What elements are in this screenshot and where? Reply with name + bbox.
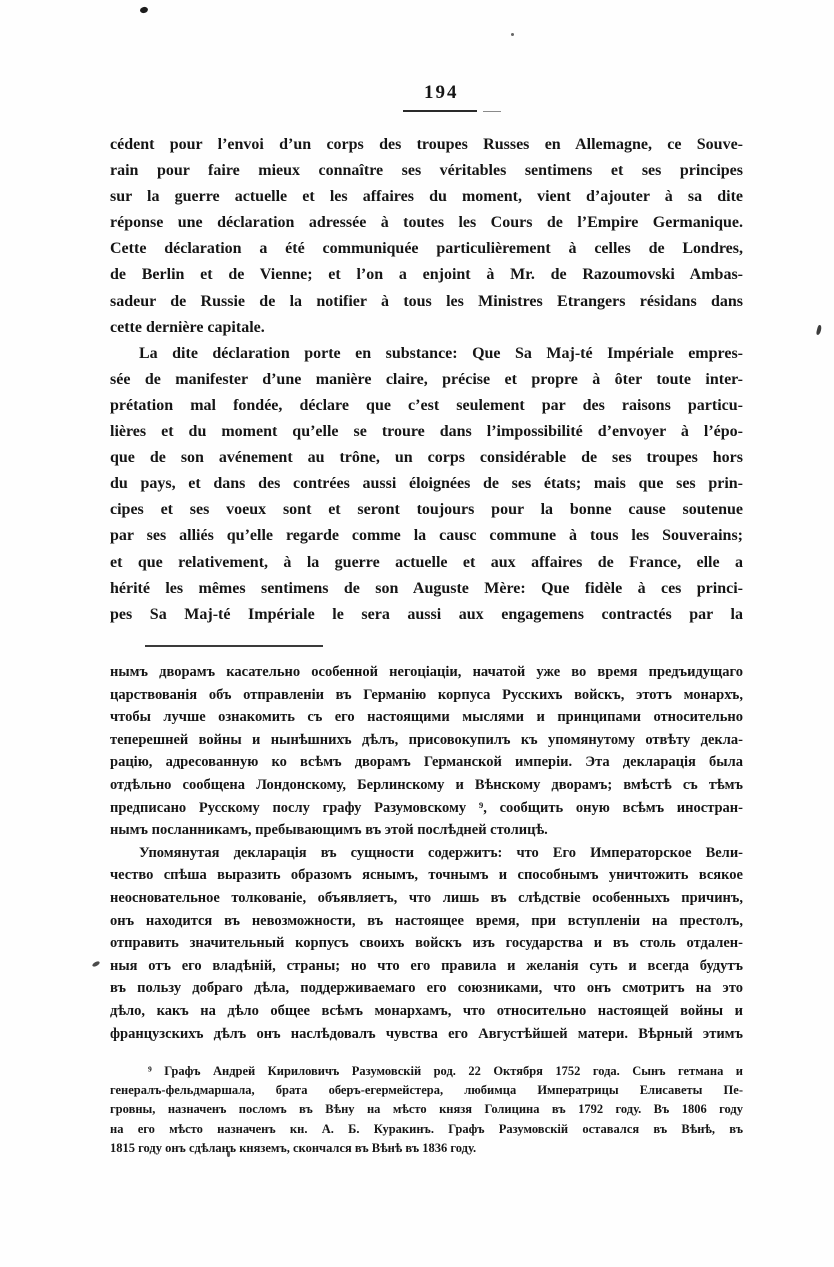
text-line: cédent pour l’envoi d’un corps des troupes Russes en Allemagne, ce Souve- <box>110 136 743 153</box>
text-line: hérité les mêmes sentimens de son Auguste Mère: Que fidèle à ces princi- <box>110 579 743 597</box>
page-number: 194 <box>424 82 459 103</box>
text-line: du pays, et dans des contrées aussi éloignées de ses états; mais que ses prin- <box>110 475 743 493</box>
french-text-block <box>110 132 743 628</box>
footnote-separator-rule <box>145 645 323 647</box>
text-line: французскихъ дѣлъ онъ наслѣдовалъ чувства его Августѣйшей матери. Вѣрный этимъ <box>110 1025 743 1042</box>
text-line: отдѣльно сообщена Лондонскому, Берлинскому и Вѣнскому дворамъ; вмѣстѣ съ тѣмъ <box>110 776 743 793</box>
text-line: sadeur de Russie de la notifier à tous les Ministres Etrangers résidans dans <box>110 292 743 310</box>
text-line: нымъ дворамъ касательно особенной негоціаціи, начатой уже во время предъидущаго <box>110 664 743 680</box>
footnote-line: гровны, назначенъ посломъ въ Вѣну на мѣсто князя Голицина въ 1792 году. Въ 1806 году <box>110 1102 743 1117</box>
text-line: нымъ посланникамъ, пребывающимъ въ этой послѣдней столицѣ. <box>110 822 548 839</box>
footnote-block <box>110 1062 743 1158</box>
text-line: чество спѣша выразить образомъ яснымъ, точнымъ и способнымъ уничтожить всякое <box>110 867 743 884</box>
ink-speck <box>92 960 101 967</box>
text-line: неосновательное толкованіе, объявляетъ, что лишь въ слѣдствіе особенныхъ причинъ, <box>110 889 743 906</box>
text-line: rain pour faire mieux connaître ses véritables sentimens et ses principes <box>110 162 743 180</box>
text-line: Cette déclaration a été communiquée particulièrement à celles de Londres, <box>110 240 743 258</box>
text-line: предписано Русскому послу графу Разумовскому ⁹, сообщить оную всѣмъ иностран- <box>110 799 743 816</box>
text-line: réponse une déclaration adressée à toutes les Cours de l’Empire Germanique. <box>110 214 743 232</box>
ink-speck <box>816 325 822 336</box>
ink-speck <box>511 33 514 36</box>
text-line: теперешней войны и нынѣшнихъ дѣлъ, присовокупилъ къ упомянутому отвѣту декла- <box>110 731 743 748</box>
text-line: sée de manifester d’une manière claire, précise et propre à ôter toute inter- <box>110 370 743 388</box>
footnote-line: 1815 году онъ сдѣланъ княземъ, скончался въ Вѣнѣ въ 1836 году. <box>110 1140 477 1155</box>
text-line: ныя отъ его владѣній, страны; но что его правила и желанія суть и всегда будутъ <box>110 957 743 974</box>
text-line: онъ находится въ невозможности, въ настоящее время, при вступленіи на престолъ, <box>110 912 743 929</box>
text-line: lières et du moment qu’elle se troure dans l’impossibilité d’envoyer à l’épo- <box>110 423 743 441</box>
text-line: отправить значительный корпусъ своихъ войскъ изъ государства и въ столь отдален- <box>110 935 743 952</box>
text-line: cette dernière capitale. <box>110 318 265 336</box>
text-line: царствованія объ отправленіи въ Германію корпуса Русскихъ войскъ, этотъ монархъ, <box>110 686 743 703</box>
ink-speck <box>139 6 148 14</box>
text-line: La dite déclaration porte en substance: Que Sa Maj-té Impériale empres- <box>139 344 743 362</box>
footnote-line: на его мѣсто назначенъ кн. А. Б. Куракинъ. Графъ Разумовскій оставался въ Вѣнѣ, въ <box>110 1121 743 1136</box>
page-number-rule-light <box>483 111 501 112</box>
footnote-line: генералъ-фельдмаршала, брата оберъ-егермейстера, любимца Императрицы Елисаветы Пе- <box>110 1083 743 1098</box>
text-line: par ses alliés qu’elle regarde comme la causc commune à tous les Souverains; <box>110 527 743 545</box>
page-number-rule <box>403 110 477 112</box>
text-line: рацію, адресованную ко всѣмъ дворамъ Германской имперіи. Эта декларація была <box>110 754 743 771</box>
text-line: Упомянутая декларація въ сущности содержитъ: что Его Императорское Вели- <box>139 844 743 861</box>
text-line: que de son avénement au trône, un corps considérable de ses troupes hors <box>110 449 743 467</box>
footnote-line: ⁹ Графъ Андрей Кириловичъ Разумовскій род. 22 Октября 1752 года. Сынъ гетмана и <box>148 1064 743 1078</box>
text-line: въ пользу добраго дѣла, поддерживаемаго его союзниками, что онъ смотритъ на это <box>110 980 743 997</box>
text-line: prétation mal fondée, déclare que c’est seulement par des raisons particu- <box>110 396 743 414</box>
text-line: чтобы лучше ознакомить съ его настоящими мыслями и принципами относительно <box>110 709 743 726</box>
text-line: et que relativement, à la guerre actuelle et aux affaires de France, elle a <box>110 553 743 571</box>
text-line: sur la guerre actuelle et les affaires du moment, vient d’ajouter à sa dite <box>110 188 743 206</box>
text-line: cipes et ses voeux sont et seront toujours pour la bonne cause soutenue <box>110 501 743 519</box>
text-line: pes Sa Maj-té Impériale le sera aussi aux engagemens contractés par la <box>110 605 743 623</box>
text-line: дѣло, какъ на дѣло общее всѣмъ монархамъ, что относительно настоящей войны и <box>110 1002 743 1019</box>
text-line: de Berlin et de Vienne; et l’on a enjoint à Mr. de Razoumovski Ambas- <box>110 266 743 284</box>
russian-text-block <box>110 661 743 1045</box>
